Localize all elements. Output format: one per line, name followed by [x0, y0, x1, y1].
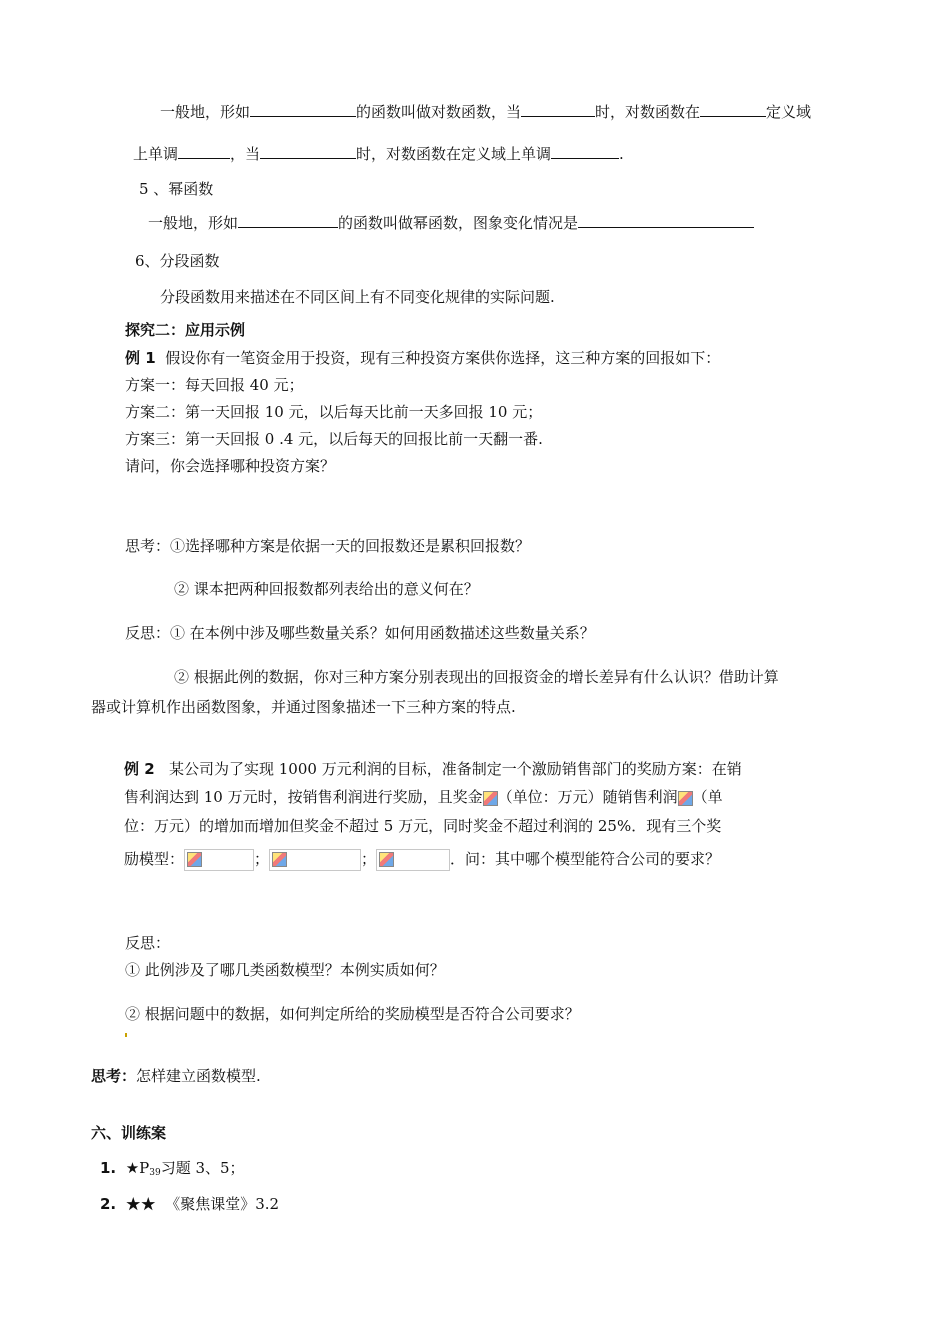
- log-text: ，当: [230, 145, 261, 163]
- plan-3: 方案三：第一天回报 0 .4 元，以后每天的回报比前一天翻一番.: [125, 430, 543, 448]
- example2-text: 售利润达到 10 万元时，按销售利润进行奖励，且奖金: [124, 788, 483, 806]
- separator: ；: [254, 850, 270, 868]
- example2-text: 某公司为了实现 1000 万元利润的目标，准备制定一个激励销售部门的奖励方案：在销: [168, 760, 742, 778]
- reflect-heading: 反思：: [125, 934, 171, 952]
- example2-text: （单: [692, 788, 723, 806]
- log-line-1: [160, 102, 811, 122]
- think-1: 思考：①选择哪种方案是依据一天的回报数还是累积回报数？: [125, 537, 531, 555]
- power-text: 的函数叫做幂函数，图象变化情况是: [338, 214, 579, 232]
- reflect-2a: ② 根据此例的数据，你对三种方案分别表现出的回报资金的增长差异有什么认识？借助计算: [174, 668, 779, 686]
- model-1-image: [184, 849, 254, 871]
- blank-field: [250, 102, 356, 117]
- log-text: 时，对数函数在: [595, 103, 701, 121]
- item-number: 2.: [100, 1195, 117, 1213]
- reflect-2b: 器或计算机作出函数图象，并通过图象描述一下三种方案的特点.: [91, 698, 516, 716]
- page-ref: P: [139, 1159, 150, 1177]
- think-model-text: 怎样建立函数模型.: [136, 1067, 261, 1085]
- broken-image-icon: [379, 852, 394, 867]
- item-number: 1.: [100, 1159, 117, 1177]
- training-text: 习题 3、5；: [160, 1159, 245, 1177]
- plan-1: 方案一：每天回报 40 元；: [125, 376, 304, 394]
- separator: ；: [361, 850, 377, 868]
- blank-field: [178, 144, 230, 159]
- stray-mark: [125, 1033, 127, 1037]
- blank-field: [700, 102, 766, 117]
- log-text: 时，对数函数在定义域上单调: [356, 145, 552, 163]
- page-ref-sub: 39: [149, 1168, 161, 1178]
- example2-line-4: [124, 847, 720, 871]
- think-model-label: 思考：: [91, 1067, 137, 1085]
- think-2: ② 课本把两种回报数都列表给出的意义何在？: [174, 580, 479, 598]
- question: 请问，你会选择哪种投资方案？: [125, 457, 336, 475]
- training-text: 《聚焦课堂》3.2: [165, 1195, 280, 1213]
- example2-line-2: [124, 787, 723, 807]
- blank-field: [238, 213, 338, 228]
- training-item-2: [100, 1194, 279, 1214]
- example1-line: [125, 348, 720, 368]
- log-text: .: [619, 145, 624, 163]
- log-text: 一般地，形如: [160, 103, 251, 121]
- power-text: 一般地，形如: [148, 214, 239, 232]
- log-text: 上单调: [133, 145, 179, 163]
- star-icon: ★: [125, 1159, 140, 1177]
- plan-2: 方案二：第一天回报 10 元，以后每天比前一天多回报 10 元；: [125, 403, 543, 421]
- example2-line-1: [124, 759, 742, 779]
- piecewise-heading: 6、分段函数: [135, 252, 220, 270]
- blank-field: [578, 213, 754, 228]
- think-model-line: [91, 1066, 261, 1086]
- broken-image-icon: [483, 791, 498, 806]
- blank-field: [551, 144, 619, 159]
- blank-field: [521, 102, 595, 117]
- piecewise-text: 分段函数用来描述在不同区间上有不同变化规律的实际问题.: [160, 288, 555, 306]
- reflect-item-1: ① 此例涉及了哪几类函数模型？本例实质如何？: [125, 961, 445, 979]
- example2-text: （单位：万元）随销售利润: [497, 788, 678, 806]
- broken-image-icon: [187, 852, 202, 867]
- log-line-2: [133, 144, 624, 164]
- model-2-image: [269, 849, 361, 871]
- explore-heading: 探究二：应用示例: [125, 321, 246, 339]
- example1-label: 例 1: [125, 349, 156, 367]
- example2-label: 例 2: [124, 760, 155, 778]
- training-heading: 六、训练案: [91, 1124, 167, 1142]
- example2-text: ．问：其中哪个模型能符合公司的要求？: [450, 850, 721, 868]
- broken-image-icon: [272, 852, 287, 867]
- reflect-1: 反思：① 在本例中涉及哪些数量关系？如何用函数描述这些数量关系？: [125, 624, 595, 642]
- reflect-item-2: ② 根据问题中的数据，如何判定所给的奖励模型是否符合公司要求？: [125, 1005, 580, 1023]
- power-heading: 5 、幂函数: [139, 180, 214, 198]
- power-line: [148, 213, 754, 233]
- example1-text: 假设你有一笔资金用于投资，现有三种投资方案供你选择，这三种方案的回报如下：: [165, 349, 721, 367]
- log-text: 的函数叫做对数函数，当: [356, 103, 522, 121]
- training-item-1: [100, 1158, 245, 1183]
- star-icon: ★★: [125, 1195, 156, 1213]
- model-3-image: [376, 849, 450, 871]
- example2-text: 励模型：: [124, 850, 185, 868]
- log-text: 定义域: [766, 103, 812, 121]
- broken-image-icon: [678, 791, 693, 806]
- blank-field: [260, 144, 356, 159]
- example2-line-3: 位：万元）的增加而增加但奖金不超过 5 万元，同时奖金不超过利润的 25%．现有三个奖: [124, 817, 722, 835]
